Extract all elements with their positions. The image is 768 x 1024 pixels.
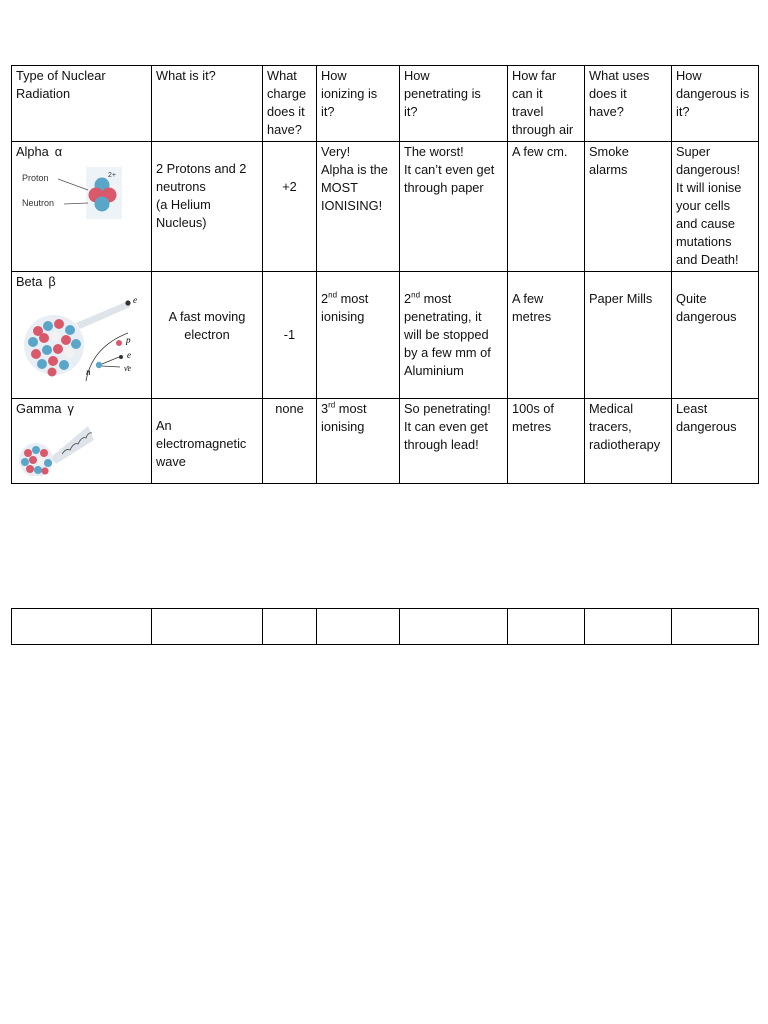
ordinal-number: 3 (321, 401, 329, 416)
empty-cell[interactable] (672, 609, 759, 645)
decay-line (102, 366, 120, 367)
proton-ball (61, 335, 71, 345)
beta-ionizing-line: ionising (321, 309, 365, 324)
beta-type-cell (12, 272, 152, 399)
neutron-ball (34, 466, 42, 474)
header-far-line: through air (512, 122, 574, 137)
beta-name: Beta (16, 274, 43, 289)
beta-decay-illustration (16, 293, 146, 385)
alpha-far-line: A few cm. (512, 144, 568, 159)
charge-label: 2+ (108, 172, 116, 179)
gamma-penetrating-line: through lead! (404, 437, 479, 452)
alpha-what-cell (152, 142, 263, 272)
header-uses (585, 66, 672, 142)
proton-ball (26, 465, 34, 473)
neutron-symbol-label: n (86, 367, 91, 377)
header-uses-line: have? (589, 104, 624, 119)
ordinal-suffix: nd (328, 290, 338, 300)
nucleus-cluster (19, 443, 53, 476)
beta-ionizing-block (321, 273, 395, 326)
gamma-charge-cell (263, 399, 317, 484)
alpha-what-line: (a Helium (156, 197, 211, 212)
header-charge-line: What (267, 68, 297, 83)
neutron-ball (21, 458, 29, 466)
proton-ball (48, 368, 57, 377)
alpha-particle-illustration (16, 163, 126, 223)
neutron-ball (43, 321, 53, 331)
header-dangerous-line: dangerous is (676, 86, 750, 101)
empty-table (11, 608, 759, 645)
gamma-what-line: wave (156, 454, 186, 469)
row-gamma (12, 399, 759, 484)
alpha-what-line: 2 Protons and 2 (156, 161, 247, 176)
gamma-far-line: 100s of (512, 401, 554, 416)
electron-dot (125, 300, 130, 305)
alpha-penetrating-cell (400, 142, 508, 272)
gamma-what-cell (152, 399, 263, 484)
gamma-penetrating-line: It can even get (404, 419, 488, 434)
beta-dangerous-cell (672, 272, 759, 399)
proton-ball (29, 456, 37, 464)
header-what (152, 66, 263, 142)
alpha-dangerous-line: and cause (676, 216, 736, 231)
gamma-charge: none (275, 401, 304, 416)
beta-penetrating-block (404, 273, 503, 380)
beta-dangerous-block (676, 273, 754, 326)
nucleus-cluster (24, 315, 84, 377)
header-dangerous (672, 66, 759, 142)
ordinal-suffix: rd (328, 400, 336, 410)
alpha-far-cell (508, 142, 585, 272)
alpha-ionizing-line: IONISING! (321, 198, 383, 213)
header-far-line: How far (512, 68, 557, 83)
beta-far-line: A few (512, 291, 544, 306)
gamma-penetrating-line: So penetrating! (404, 401, 491, 416)
header-penetrating-line: penetrating is (404, 86, 481, 101)
alpha-ionizing-cell (317, 142, 400, 272)
gamma-dangerous-line: Least (676, 401, 708, 416)
proton-ball (39, 333, 49, 343)
gamma-dangerous-cell (672, 399, 759, 484)
alpha-uses-cell (585, 142, 672, 272)
neutron-ball (44, 459, 52, 467)
header-charge (263, 66, 317, 142)
beta-what-line: A fast moving (168, 309, 246, 324)
gamma-name: Gamma (16, 401, 62, 416)
empty-cell[interactable] (317, 609, 400, 645)
alpha-charge-cell (263, 142, 317, 272)
proton-ball (41, 467, 48, 474)
beta-what-cell (152, 272, 263, 399)
gamma-emission-illustration (16, 420, 106, 476)
header-type (12, 66, 152, 142)
header-ionizing (317, 66, 400, 142)
gamma-what-line: electromagnetic (156, 436, 247, 451)
header-penetrating-line: How (404, 68, 430, 83)
nucleon-ball (64, 348, 74, 358)
header-row (12, 66, 759, 142)
ordinal-suffix: nd (411, 290, 421, 300)
beta-penetrating-line: Aluminium (404, 363, 464, 378)
header-charge-line: charge (267, 86, 307, 101)
gamma-beam (50, 426, 94, 464)
beta-charge-cell (263, 272, 317, 399)
beta-far-block (512, 273, 580, 326)
header-type-line: Radiation (16, 86, 71, 101)
beta-penetrating-cell (400, 272, 508, 399)
alpha-dangerous-line: Super (676, 144, 711, 159)
beta-what-block (156, 273, 258, 344)
beta-ionizing-cell (317, 272, 400, 399)
proton-label: Proton (22, 173, 49, 183)
header-far-line: can it (512, 86, 543, 101)
gamma-ionizing-cell (317, 399, 400, 484)
header-what-line: What is it? (156, 68, 216, 83)
gamma-uses-cell (585, 399, 672, 484)
alpha-ionizing-line: Alpha is the (321, 162, 388, 177)
proton-ball (54, 319, 64, 329)
ordinal-rest: most (337, 291, 369, 306)
empty-cell[interactable] (400, 609, 508, 645)
proton-ball (40, 449, 48, 457)
ordinal-number: 2 (404, 291, 412, 306)
alpha-dangerous-line: It will ionise (676, 180, 742, 195)
empty-cell[interactable] (12, 609, 152, 645)
header-penetrating (400, 66, 508, 142)
beta-far-line: metres (512, 309, 552, 324)
proton-ball (53, 344, 63, 354)
alpha-penetrating-line: The worst! (404, 144, 464, 159)
neutron-label: Neutron (22, 198, 55, 208)
alpha-dangerous-cell (672, 142, 759, 272)
row-alpha (12, 142, 759, 272)
gamma-dangerous-line: dangerous (676, 419, 737, 434)
gamma-ionizing-line (321, 400, 395, 418)
neutron-pointer (64, 203, 88, 204)
neutron-ball (71, 339, 81, 349)
alpha-name: Alpha (16, 144, 49, 159)
neutron-ball (59, 360, 69, 370)
decay-line (102, 357, 119, 364)
row-beta (12, 272, 759, 399)
neutron-dot (96, 362, 102, 368)
proton-dot (116, 340, 122, 346)
ordinal-number: 2 (321, 291, 329, 306)
header-far (508, 66, 585, 142)
emission-beam (76, 301, 130, 329)
beta-penetrating-line: by a few mm of (404, 345, 491, 360)
neutron-ball (32, 446, 40, 454)
gamma-uses-line: radiotherapy (589, 437, 661, 452)
neutron-ball (37, 359, 47, 369)
empty-cell[interactable] (508, 609, 585, 645)
header-charge-line: have? (267, 122, 302, 137)
beta-far-cell (508, 272, 585, 399)
alpha-type-cell (12, 142, 152, 272)
alpha-dangerous-line: your cells (676, 198, 731, 213)
header-dangerous-line: How (676, 68, 702, 83)
alpha-what-block (156, 143, 258, 232)
gamma-far-line: metres (512, 419, 552, 434)
proton-ball (24, 449, 32, 457)
ordinal-rest: most (335, 401, 367, 416)
gamma-what-line: An (156, 418, 172, 433)
gamma-penetrating-cell (400, 399, 508, 484)
gamma-symbol: γ (67, 401, 74, 416)
electron-label: e (133, 295, 137, 305)
header-charge-line: does it (267, 104, 305, 119)
gamma-far-cell (508, 399, 585, 484)
radiation-table (11, 65, 759, 484)
beta-penetrating-line: will be stopped (404, 327, 489, 342)
alpha-dangerous-line: dangerous! (676, 162, 741, 177)
alpha-ionizing-line: MOST (321, 180, 358, 195)
gamma-what-block (156, 400, 258, 471)
electron-label: e (127, 350, 131, 360)
empty-row (12, 609, 759, 645)
header-uses-line: What uses (589, 68, 650, 83)
header-uses-line: does it (589, 86, 627, 101)
beta-symbol: β (48, 274, 56, 289)
alpha-what-line: Nucleus) (156, 215, 207, 230)
header-ionizing-line: it? (321, 104, 335, 119)
beta-dangerous-line: dangerous (676, 309, 737, 324)
alpha-penetrating-line: through paper (404, 180, 484, 195)
beta-ionizing-line (321, 290, 395, 308)
proton-pointer (58, 179, 88, 190)
alpha-what-line: neutrons (156, 179, 206, 194)
beta-penetrating-line: penetrating, it (404, 309, 482, 324)
gamma-uses-line: tracers, (589, 419, 632, 434)
beta-what-line: electron (184, 327, 230, 342)
beta-uses-block (589, 273, 667, 308)
beta-uses-line: Paper Mills (589, 291, 653, 306)
alpha-dangerous-line: and Death! (676, 252, 739, 267)
alpha-penetrating-line: It can’t even get (404, 162, 495, 177)
header-penetrating-line: it? (404, 104, 418, 119)
neutron-ball (65, 325, 75, 335)
header-ionizing-line: How (321, 68, 347, 83)
header-type-line: Type of Nuclear (16, 68, 106, 83)
beta-charge: -1 (283, 327, 296, 342)
electron-dot (119, 355, 123, 359)
beta-uses-cell (585, 272, 672, 399)
alpha-ionizing-line: Very! (321, 144, 351, 159)
beta-penetrating-line (404, 290, 503, 308)
beta-dangerous-line: Quite (676, 291, 707, 306)
empty-cell[interactable] (263, 609, 317, 645)
gamma-ionizing-line: ionising (321, 419, 365, 434)
empty-cell[interactable] (152, 609, 263, 645)
proton-symbol-label: p (126, 335, 131, 345)
alpha-dangerous-line: mutations (676, 234, 732, 249)
antineutrino-label: ν̄e (124, 364, 132, 373)
proton-ball (48, 356, 58, 366)
neutron-ball (42, 345, 52, 355)
empty-cell[interactable] (585, 609, 672, 645)
header-ionizing-line: ionizing is (321, 86, 378, 101)
neutron-ball (95, 197, 110, 212)
neutron-ball (28, 337, 38, 347)
gamma-uses-line: Medical (589, 401, 634, 416)
ordinal-rest: most (420, 291, 452, 306)
alpha-uses-line: alarms (589, 162, 628, 177)
nucleon-ball (37, 457, 45, 465)
alpha-symbol: α (54, 144, 63, 159)
header-far-line: travel (512, 104, 544, 119)
proton-ball (31, 349, 41, 359)
alpha-charge: +2 (282, 179, 297, 194)
nucleon-ball (50, 331, 60, 341)
alpha-uses-line: Smoke (589, 144, 629, 159)
header-dangerous-line: it? (676, 104, 690, 119)
gamma-type-cell (12, 399, 152, 484)
